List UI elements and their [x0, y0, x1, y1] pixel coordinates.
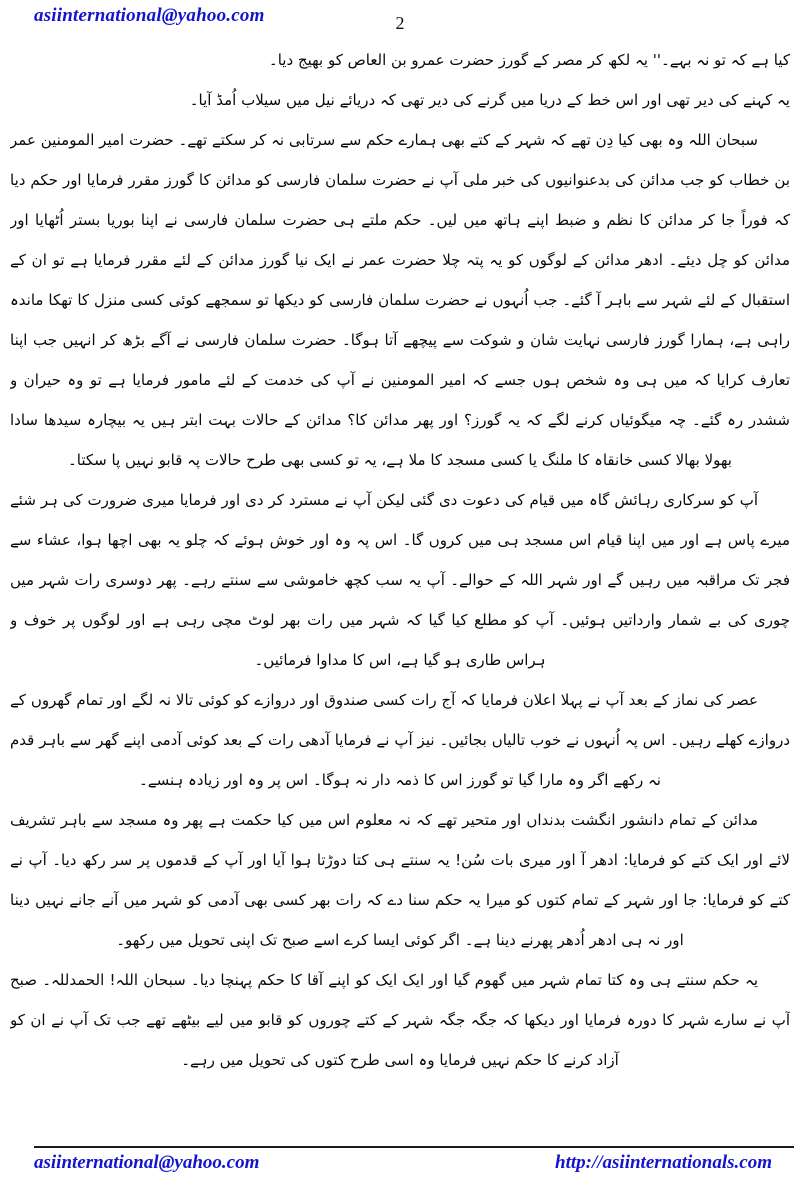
urdu-paragraph: مدائن کے تمام دانشور انگشت بدنداں اور متحیر تھے کہ نہ معلوم اس میں کیا حکمت ہے پھر وہ مسجد سے باہر تشریف لائے اور ایک کتے کو فرمایا: ادھر آ اور میری بات سُن! یہ سنتے ہی کتا دوڑتا ہوا آیا اور آپ کے قدموں پر سر رکھ دیا۔ آپ نے کتے کو فرمایا: جا اور شہر کے تمام کتوں کو میرا یہ حکم سنا دے کہ رات بھر کسی بھی آدمی کو شہر میں آنے جانے نہیں دینا اور نہ ہی ادھر اُدھر پھرنے دینا ہے۔ اگر کوئی ایسا کرے اسے صبح تک اپنی تحویل میں رکھو۔	[10, 811, 790, 949]
footer-divider	[34, 1146, 794, 1148]
urdu-paragraph: عصر کی نماز کے بعد آپ نے پہلا اعلان فرمایا کہ آج رات کسی صندوق اور دروازے کو کوئی تالا نہ لگے اور تمام گھروں کے دروازے کھلے رہیں۔ اس پہ اُنہوں نے خوب تالیاں بجائیں۔ نیز آپ نے فرمایا آدھی رات کے بعد کوئی آدمی اپنے گھر سے باہر قدم نہ رکھے اگر وہ مارا گیا تو گورز اس کا ذمہ دار نہ ہوگا۔ اس پر وہ اور زیادہ ہنسے۔	[10, 691, 790, 789]
urdu-paragraph: یہ حکم سنتے ہی وہ کتا تمام شہر میں گھوم گیا اور ایک ایک کو اپنے آقا کا حکم پہنچا دیا۔ سبحان اللہ! الحمدللہ۔ صبح آپ نے سارے شہر کا دورہ فرمایا اور دیکھا کہ جگہ جگہ شہر کے کتے چوروں کو قابو میں لیے بیٹھے تھے جب تک آپ نے ان کو آزاد کرنے کا حکم نہیں فرمایا وہ اسی طرح کتوں کی تحویل میں رہے۔	[10, 971, 790, 1069]
urdu-paragraph: کیا ہے کہ تو نہ بہے۔'' یہ لکھ کر مصر کے گورز حضرت عمرو بن العاص کو بھیج دیا۔	[268, 51, 790, 69]
footer	[34, 1152, 772, 1174]
urdu-paragraph: یہ کہنے کی دیر تھی اور اس خط کے دریا میں گرنے کی دیر تھی کہ دریائے نیل میں سیلاب اُمڈ آیا۔	[189, 91, 790, 109]
urdu-paragraph: سبحان اللہ وہ بھی کیا دِن تھے کہ شہر کے کتے بھی ہمارے حکم سے سرتابی نہ کر سکتے تھے۔ حضرت امیر المومنین عمر بن خطاب کو جب مدائن کی بدعنوانیوں کی خبر ملی آپ نے حضرت سلمان فارسی کو مدائن کا گورز مقرر فرمایا اور حکم دیا کہ فوراً جا کر مدائن کا نظم و ضبط اپنے ہاتھ میں لیں۔ حکم ملتے ہی حضرت سلمان فارسی نے اپنا بوریا بستر اُٹھایا اور مدائن کو چل دیئے۔ ادھر مدائن کے لوگوں کو یہ پتہ چلا حضرت عمر نے ایک نیا گورز مدائن کے لئے مقرر فرمایا ہے تو ان کے استقبال کے لئے شہر سے باہر آ گئے۔ جب اُنہوں نے حضرت سلمان فارسی کو دیکھا تو سمجھے کوئی کسی منزل کا تھکا ماندہ راہی ہے، ہمارا گورز فارسی نہایت شان و شوکت سے پیچھے آتا ہوگا۔ حضرت سلمان فارسی نے آگے بڑھ کر انہیں جب اپنا تعارف کرایا کہ میں ہی وہ شخص ہوں جسے کہ امیر المومنین نے آپ کی خدمت کے لئے مامور فرمایا ہے تو وہ حیران و ششدر رہ گئے۔ چہ میگوئیاں کرنے لگے کہ یہ گورز؟ اور پھر مدائن کا؟ مدائن کے حالات بہت ابتر ہیں یہ بیچارہ سیدھا سادا بھولا بھالا کسی خانقاہ کا ملنگ یا کسی مسجد کا ملا ہے، یہ تو کسی بھی طرح حالات پہ قابو نہیں پا سکتا۔	[10, 131, 790, 469]
page-number: 2	[395, 13, 405, 33]
document-body	[10, 40, 790, 1142]
footer-email[interactable]: asiinternational@yahoo.com	[34, 1152, 260, 1173]
footer-url-link[interactable]: http://asiinternationals.com	[555, 1152, 772, 1173]
urdu-paragraph: آپ کو سرکاری رہائش گاہ میں قیام کی دعوت دی گئی لیکن آپ نے مسترد کر دی اور فرمایا میری ضرورت کی ہر شئے میرے پاس ہے اور میں اپنا قیام اس مسجد ہی میں کروں گا۔ اس پہ وہ اور خوش ہوئے کہ چلو یہ بھی اچھا ہوا، عشاء سے فجر تک مراقبہ میں رہیں گے اور شہر اللہ کے حوالے۔ آپ یہ سب کچھ خاموشی سے سنتے رہے۔ پھر دوسری رات شہر میں چوری کی بے شمار وارداتیں ہوئیں۔ آپ کو مطلع کیا گیا کہ شہر میں رات بھر لوٹ مچی رہی ہے اور لوگوں پر خوف و ہراس طاری ہو گیا ہے، اس کا مداوا فرمائیں۔	[10, 491, 790, 669]
header-email[interactable]: asiinternational@yahoo.com	[34, 5, 265, 26]
